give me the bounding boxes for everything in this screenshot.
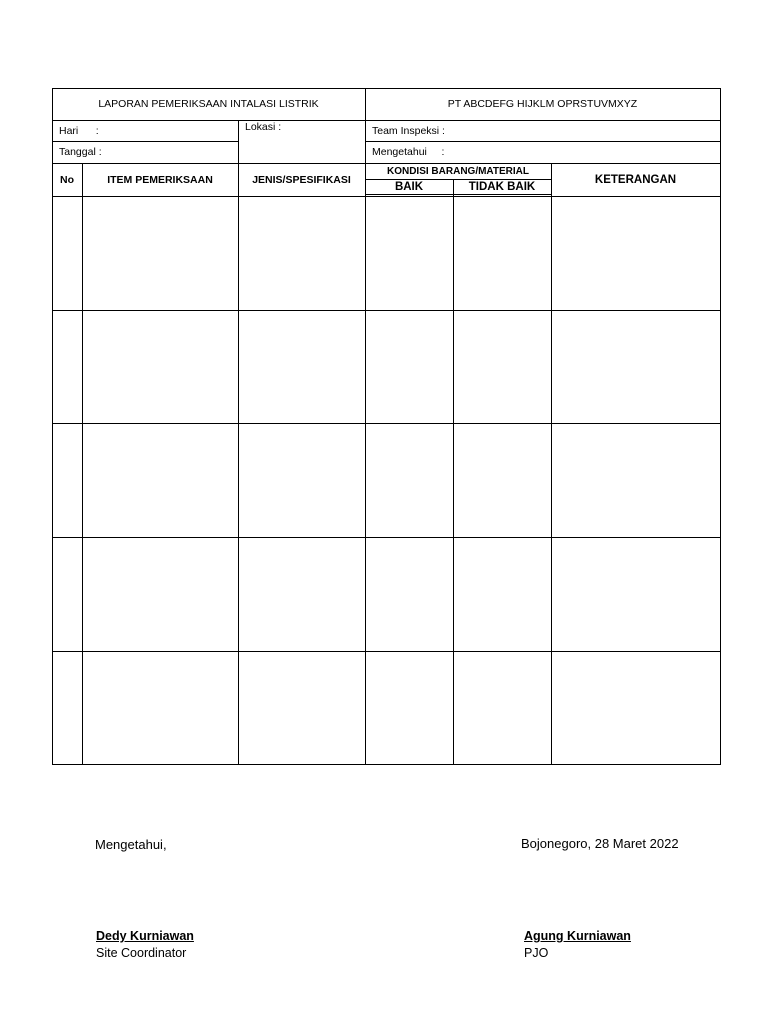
table-cell-item [82,196,238,310]
column-header-tidak-baik: TIDAK BAIK [468,181,536,193]
table-cell-keterangan [551,651,720,764]
table-cell-no [52,196,82,310]
table-cell-item [82,651,238,764]
table-cell-tidak-baik [453,196,551,310]
left-signatory-role: Site Coordinator [96,946,187,960]
table-cell-tidak-baik [453,651,551,764]
tanggal-field: Tanggal : [59,146,102,158]
table-cell-item [82,537,238,651]
column-header-keterangan: KETERANGAN [594,173,677,186]
table-border-bottom [52,764,721,765]
column-header-item: ITEM PEMERIKSAAN [107,173,213,186]
table-cell-keterangan [551,196,720,310]
hari-field: Hari : [59,124,99,137]
right-signatory-name: Agung Kurniawan [524,929,631,943]
column-header-baik: BAIK [394,181,424,193]
left-caption: Mengetahui, [95,837,167,852]
team-inspeksi-field: Team Inspeksi : [372,124,445,137]
column-header-kondisi: KONDISI BARANG/MATERIAL [386,165,530,177]
table-border-right [720,88,721,765]
table-cell-keterangan [551,537,720,651]
table-cell-item [82,423,238,537]
table-cell-baik [365,537,453,651]
mengetahui-field: Mengetahui : [372,146,445,158]
table-cell-no [52,651,82,764]
table-cell-tidak-baik [453,423,551,537]
right-signatory-role: PJO [524,946,549,960]
table-cell-baik [365,651,453,764]
table-cell-baik [365,196,453,310]
table-cell-keterangan [551,310,720,423]
table-cell-jenis [238,423,365,537]
table-cell-no [52,423,82,537]
table-cell-jenis [238,537,365,651]
table-cell-jenis [238,310,365,423]
company-name: PT ABCDEFG HIJKLM OPRSTUVMXYZ [447,98,638,110]
report-title: LAPORAN PEMERIKSAAN INTALASI LISTRIK [98,98,319,110]
table-cell-tidak-baik [453,537,551,651]
table-cell-jenis [238,651,365,764]
table-cell-tidak-baik [453,310,551,423]
right-caption: Bojonegoro, 28 Maret 2022 [521,836,679,851]
table-cell-baik [365,310,453,423]
column-header-no: No [60,173,74,186]
table-cell-baik [365,423,453,537]
table-cell-jenis [238,196,365,310]
table-cell-no [52,537,82,651]
lokasi-field: Lokasi : [245,121,282,133]
table-cell-item [82,310,238,423]
table-cell-no [52,310,82,423]
column-header-jenis: JENIS/SPESIFIKASI [252,173,351,186]
left-signatory-name: Dedy Kurniawan [96,929,194,943]
table-cell-keterangan [551,423,720,537]
